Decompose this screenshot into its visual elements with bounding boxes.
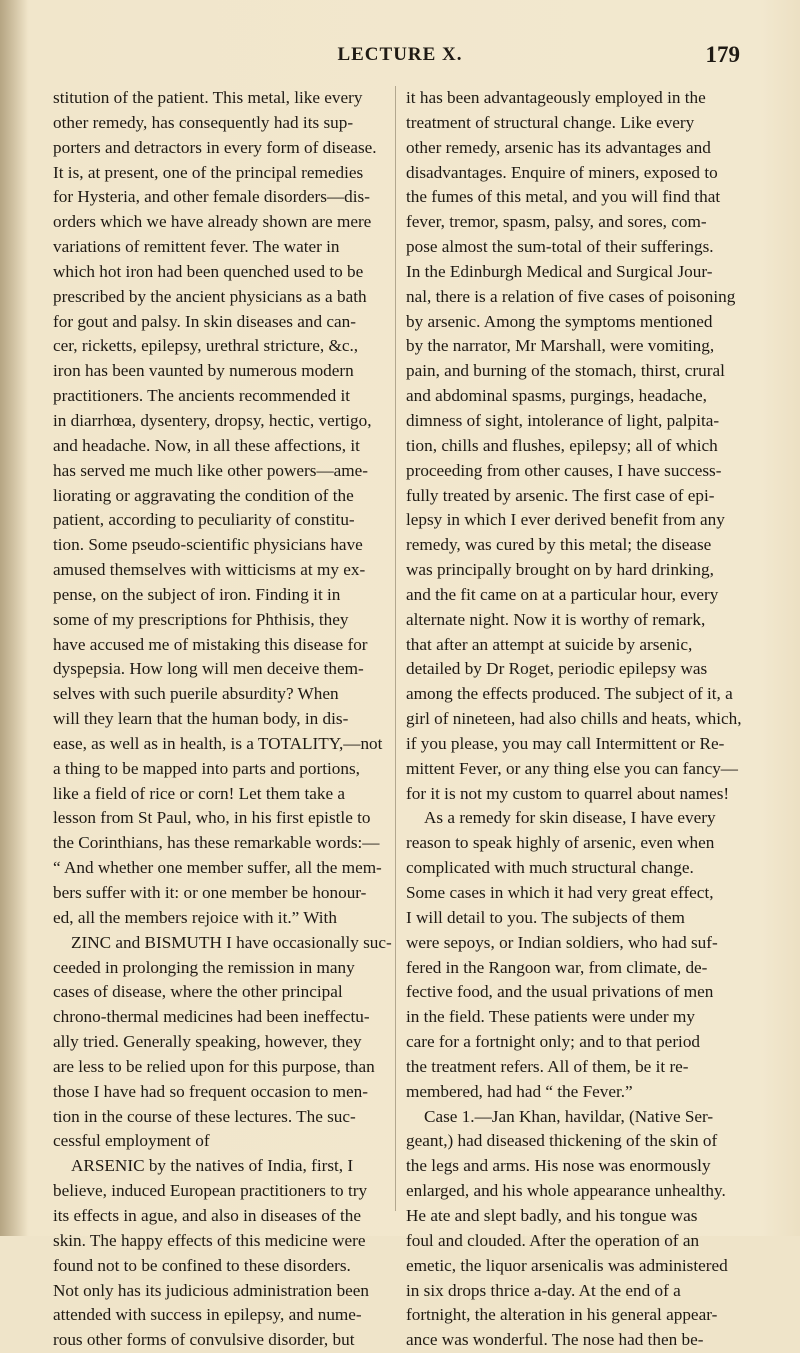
text-line: lesson from St Paul, who, in his first epistle to xyxy=(53,808,371,828)
text-line: fully treated by arsenic. The first case of epi- xyxy=(406,485,715,505)
text-line: Some cases in which it had very great effect, xyxy=(406,883,714,902)
text-line: Not only has its judicious administration been xyxy=(53,1280,370,1300)
text-line: those I have had so frequent occasion to men- xyxy=(53,1081,368,1101)
text-line: other remedy, has consequently had its sup- xyxy=(53,112,354,132)
text-line: the fumes of this metal, and you will find that xyxy=(406,187,721,207)
text-line: believe, induced European practitioners to try xyxy=(53,1181,368,1201)
text-line: orders which we have already shown are mere xyxy=(53,212,372,232)
text-line: treatment of structural change. Like every xyxy=(406,112,695,132)
text-line: found not to be confined to these disorders. xyxy=(53,1255,351,1275)
text-line: tion in the course of these lectures. The suc- xyxy=(53,1106,356,1126)
text-line: ease, as well as in health, is a TOTALITY,—not xyxy=(53,733,383,753)
text-line: ZINC and BISMUTH I have occasionally suc- xyxy=(71,932,392,952)
text-line: pense, on the subject of iron. Finding it in xyxy=(53,584,341,604)
text-line: stitution of the patient. This metal, like every xyxy=(53,88,363,107)
text-line: amused themselves with witticisms at my ex- xyxy=(53,560,366,580)
text-line: pain, and burning of the stomach, thirst, crural xyxy=(406,361,725,381)
text-line: for gout and palsy. In skin diseases and can- xyxy=(53,311,356,331)
text-line: like a field of rice or corn! Let them take a xyxy=(53,783,346,803)
text-line: was principally brought on by hard drinking, xyxy=(406,560,714,580)
text-line: “ And whether one member suffer, all the mem- xyxy=(53,858,382,878)
text-line: tion. Some pseudo-scientific physicians have xyxy=(53,535,363,555)
text-line: the legs and arms. His nose was enormously xyxy=(406,1156,711,1176)
text-line: porters and detractors in every form of disease. xyxy=(53,137,377,157)
text-line: dyspepsia. How long will men deceive them- xyxy=(53,659,364,679)
text-line: ARSENIC by the natives of India, first, I xyxy=(71,1156,354,1176)
text-line: in diarrhœa, dysentery, dropsy, hectic, vertigo, xyxy=(53,410,372,430)
running-head: LECTURE X. xyxy=(337,44,463,65)
text-line: In the Edinburgh Medical and Surgical Jour- xyxy=(406,261,713,281)
text-line: in six drops thrice a-day. At the end of a xyxy=(406,1280,681,1300)
text-line: cer, ricketts, epilepsy, urethral stricture, &c., xyxy=(53,336,359,356)
text-line: practitioners. The ancients recommended it xyxy=(53,386,351,406)
text-line: detailed by Dr Roget, periodic epilepsy was xyxy=(406,659,708,679)
text-line: lepsy in which I ever derived benefit from any xyxy=(406,510,725,530)
text-line: will they learn that the human body, in dis- xyxy=(53,709,349,729)
text-line: ally tried. Generally speaking, however, they xyxy=(53,1032,362,1052)
text-line: and headache. Now, in all these affections, it xyxy=(53,435,360,455)
text-line: girl of nineteen, had also chills and heats, which, xyxy=(406,709,742,729)
text-line: I will detail to you. The subjects of them xyxy=(406,907,685,927)
text-line: alternate night. Now it is worthy of remark, xyxy=(406,609,706,629)
text-line: some of my prescriptions for Phthisis, they xyxy=(53,609,349,629)
page-header xyxy=(60,42,740,78)
text-line: cessful employment of xyxy=(53,1131,210,1151)
text-line: foul and clouded. After the operation of an xyxy=(406,1230,700,1250)
text-line: rous other forms of convulsive disorder, but xyxy=(53,1330,355,1350)
text-line: fered in the Rangoon war, from climate, de- xyxy=(406,957,708,977)
text-line: among the effects produced. The subject of it, a xyxy=(406,684,733,704)
text-line: emetic, the liquor arsenicalis was administered xyxy=(406,1255,728,1275)
text-line: variations of remittent fever. The water in xyxy=(53,237,340,257)
text-line: cases of disease, where the other principal xyxy=(53,982,343,1002)
text-line: has served me much like other powers—ame- xyxy=(53,460,368,480)
text-line: for Hysteria, and other female disorders—dis- xyxy=(53,187,370,207)
text-line: liorating or aggravating the condition of the xyxy=(53,485,354,505)
text-line: mittent Fever, or any thing else you can fancy— xyxy=(406,758,738,778)
text-line: the treatment refers. All of them, be it re- xyxy=(406,1056,689,1076)
text-line: that after an attempt at suicide by arsenic, xyxy=(406,634,693,654)
text-line: membered, had had “ the Fever.” xyxy=(406,1081,633,1101)
text-line: were sepoys, or Indian soldiers, who had suf- xyxy=(406,932,718,952)
text-line: if you please, you may call Intermittent or Re- xyxy=(406,733,725,753)
right-column xyxy=(406,86,752,1353)
text-line: complicated with much structural change. xyxy=(406,858,694,878)
text-line: selves with such puerile absurdity? When xyxy=(53,684,339,704)
text-line: dimness of sight, intolerance of light, palpita- xyxy=(406,410,720,430)
text-line: enlarged, and his whole appearance unhealthy. xyxy=(406,1181,726,1201)
text-line: He ate and slept badly, and his tongue was xyxy=(406,1205,698,1225)
text-line: have accused me of mistaking this disease for xyxy=(53,634,368,654)
text-line: its effects in ague, and also in diseases of the xyxy=(53,1205,362,1225)
text-line: by arsenic. Among the symptoms mentioned xyxy=(406,311,713,331)
text-line: which hot iron had been quenched used to be xyxy=(53,261,364,281)
text-line: for it is not my custom to quarrel about names! xyxy=(406,783,730,803)
text-line: nal, there is a relation of five cases of poisoning xyxy=(406,286,736,306)
text-line: disadvantages. Enquire of miners, exposed to xyxy=(406,162,718,182)
text-line: chrono-thermal medicines had been ineffectu- xyxy=(53,1007,370,1027)
text-line: care for a fortnight only; and to that period xyxy=(406,1032,701,1052)
text-line: in the field. These patients were under my xyxy=(406,1007,695,1027)
text-line: ed, all the members rejoice with it.” With xyxy=(53,907,337,927)
text-line: fective food, and the usual privations of men xyxy=(406,982,714,1002)
text-line: Case 1.—Jan Khan, havildar, (Native Ser- xyxy=(424,1106,714,1126)
text-line: and abdominal spasms, purgings, headache, xyxy=(406,386,707,406)
page-number: 179 xyxy=(705,42,740,67)
text-line: iron has been vaunted by numerous modern xyxy=(53,361,354,381)
text-line: a thing to be mapped into parts and portions, xyxy=(53,758,360,778)
text-line: prescribed by the ancient physicians as a bath xyxy=(53,286,367,306)
text-line: ance was wonderful. The nose had then be- xyxy=(406,1330,704,1350)
text-line: tion, chills and flushes, epilepsy; all of which xyxy=(406,435,718,455)
text-line: skin. The happy effects of this medicine were xyxy=(53,1230,366,1250)
text-line: It is, at present, one of the principal remedies xyxy=(53,162,364,182)
text-line: attended with success in epilepsy, and nume- xyxy=(53,1305,362,1325)
left-column xyxy=(53,86,393,1353)
text-line: ceeded in prolonging the remission in many xyxy=(53,957,355,977)
text-line: and the fit came on at a particular hour, every xyxy=(406,584,719,604)
text-line: other remedy, arsenic has its advantages and xyxy=(406,137,711,157)
text-line: fortnight, the alteration in his general appear- xyxy=(406,1305,718,1325)
column-divider xyxy=(395,86,396,1211)
text-line: patient, according to peculiarity of constitu- xyxy=(53,510,355,530)
text-line: fever, tremor, spasm, palsy, and sores, com- xyxy=(406,212,707,232)
text-line: pose almost the sum-total of their sufferings. xyxy=(406,237,714,257)
text-line: proceeding from other causes, I have success- xyxy=(406,460,722,480)
text-line: are less to be relied upon for this purpose, than xyxy=(53,1056,375,1076)
text-line: As a remedy for skin disease, I have every xyxy=(424,808,716,828)
text-line: bers suffer with it: or one member be honour- xyxy=(53,883,367,902)
text-line: remedy, was cured by this metal; the disease xyxy=(406,535,712,555)
spine-shadow xyxy=(0,0,28,1236)
text-line: geant,) had diseased thickening of the skin of xyxy=(406,1131,718,1151)
text-line: it has been advantageously employed in the xyxy=(406,88,706,107)
text-line: the Corinthians, has these remarkable words:— xyxy=(53,833,380,853)
text-line: by the narrator, Mr Marshall, were vomiting, xyxy=(406,336,715,356)
text-line: reason to speak highly of arsenic, even when xyxy=(406,833,715,853)
